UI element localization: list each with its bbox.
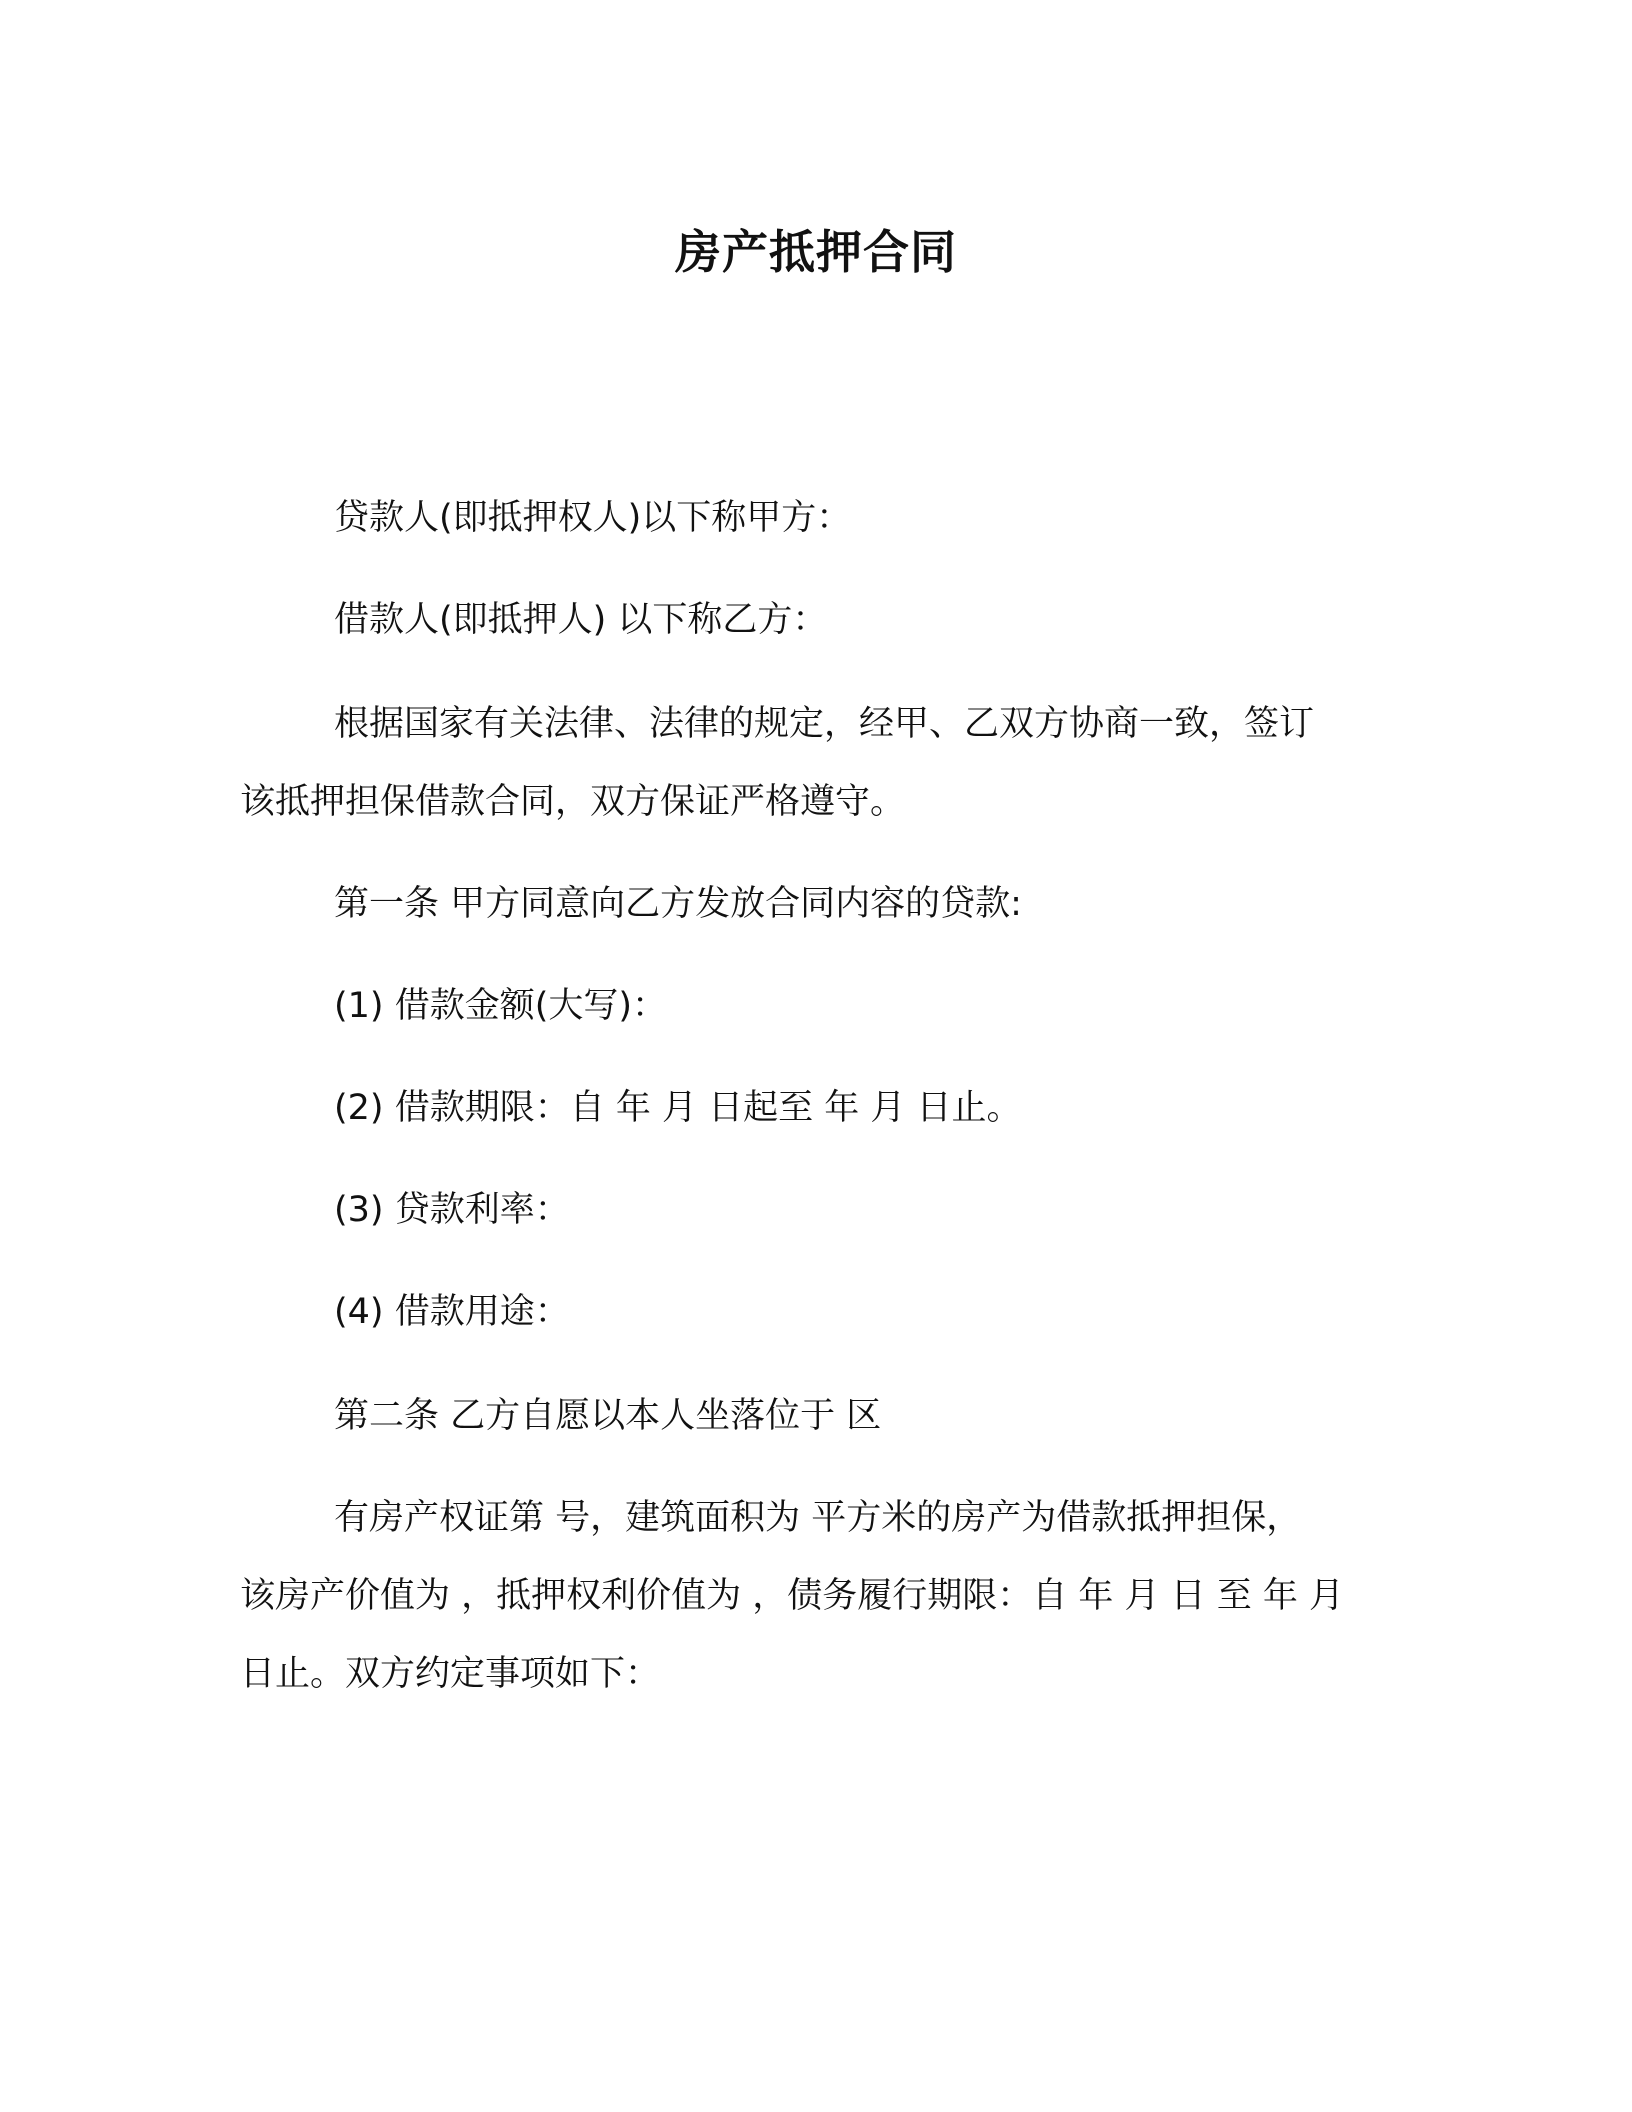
item-loan-purpose: (4) 借款用途： — [334, 1292, 570, 1332]
item-loan-amount: (1) 借款金额(大写)： — [334, 986, 668, 1026]
item-loan-term: (2) 借款期限：自 年 月 日起至 年 月 日止。 — [334, 1088, 1022, 1128]
article-one-heading: 第一条 甲方同意向乙方发放合同内容的贷款: — [334, 884, 1022, 924]
paragraph-basis-line-1: 根据国家有关法律、法律的规定，经甲、乙双方协商一致，签订 — [334, 704, 1315, 744]
document-title: 房产抵押合同 — [675, 225, 957, 279]
paragraph-basis-line-2: 该抵押担保借款合同，双方保证严格遵守。 — [240, 782, 906, 822]
article-two-line-1: 有房产权证第 号，建筑面积为 平方米的房产为借款抵押担保， — [334, 1498, 1302, 1538]
article-two-line-3: 日止。双方约定事项如下： — [240, 1654, 661, 1694]
article-two-line-2: 该房产价值为 ，抵押权利价值为 ，债务履行期限：自 年 月 日 至 年 月 — [240, 1576, 1345, 1616]
paragraph-lender: 贷款人(即抵押权人)以下称甲方： — [334, 498, 852, 538]
item-interest-rate: (3) 贷款利率： — [334, 1190, 570, 1230]
paragraph-borrower: 借款人(即抵押人) 以下称乙方： — [334, 600, 828, 640]
article-two-heading: 第二条 乙方自愿以本人坐落位于 区 — [334, 1396, 882, 1436]
